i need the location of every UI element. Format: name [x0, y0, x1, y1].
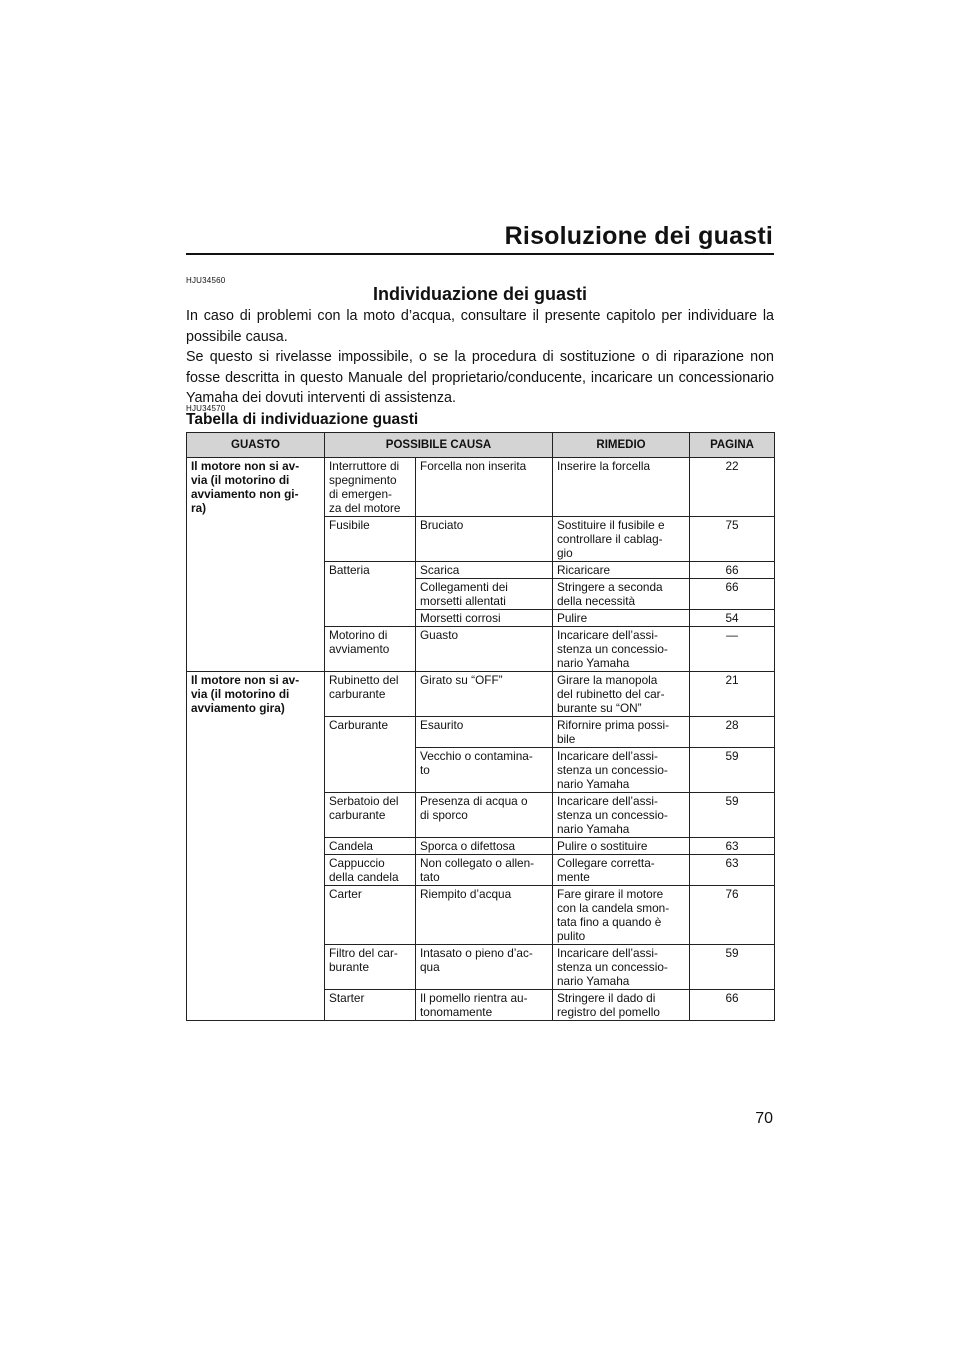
cause-cell: Non collegato o allen- tato	[416, 855, 553, 886]
component-cell: Carter	[325, 886, 416, 945]
column-header-rimedio: RIMEDIO	[553, 433, 690, 458]
remedy-cell: Fare girare il motore con la candela smon- tata fino a quando è pulito	[553, 886, 690, 945]
cause-cell: Intasato o pieno d’ac- qua	[416, 945, 553, 990]
page-number: 70	[755, 1110, 773, 1127]
remedy-cell: Pulire	[553, 610, 690, 627]
column-header-guasto: GUASTO	[187, 433, 325, 458]
section-code: HJU34560	[186, 276, 226, 285]
component-cell: Serbatoio del carburante	[325, 793, 416, 838]
page-cell: 63	[690, 855, 775, 886]
page-cell: 66	[690, 562, 775, 579]
table-row	[187, 672, 775, 717]
page-cell: 54	[690, 610, 775, 627]
page-cell: 21	[690, 672, 775, 717]
component-cell: Fusibile	[325, 517, 416, 562]
page-cell: 59	[690, 793, 775, 838]
table-body	[187, 458, 775, 1021]
component-cell: Motorino di avviamento	[325, 627, 416, 672]
component-cell: Starter	[325, 990, 416, 1021]
cause-cell: Collegamenti dei morsetti allentati	[416, 579, 553, 610]
fault-cell: Il motore non si av- via (il motorino di avviamento gira)	[187, 672, 325, 1021]
cause-cell: Sporca o difettosa	[416, 838, 553, 855]
remedy-cell: Incaricare dell’assi- stenza un concessio- nario Yamaha	[553, 793, 690, 838]
remedy-cell: Sostituire il fusibile e controllare il cablag- gio	[553, 517, 690, 562]
remedy-cell: Incaricare dell’assi- stenza un concessio- nario Yamaha	[553, 945, 690, 990]
remedy-cell: Ricaricare	[553, 562, 690, 579]
remedy-cell: Rifornire prima possi- bile	[553, 717, 690, 748]
component-cell: Filtro del car- burante	[325, 945, 416, 990]
intro-paragraph-2: Se questo si rivelasse impossibile, o se la procedura di sostituzione o di riparazione non fosse descritta in questo Manuale del proprietario/conducente, incaricare un concessionario Yamaha dei dovuti interventi di assistenza.	[186, 349, 774, 406]
remedy-cell: Incaricare dell’assi- stenza un concessio- nario Yamaha	[553, 748, 690, 793]
intro-text	[186, 306, 774, 409]
cause-cell: Riempito d’acqua	[416, 886, 553, 945]
cause-cell: Presenza di acqua o di sporco	[416, 793, 553, 838]
remedy-cell: Incaricare dell’assi- stenza un concessio- nario Yamaha	[553, 627, 690, 672]
remedy-cell: Girare la manopola del rubinetto del car- burante su “ON”	[553, 672, 690, 717]
page-cell: 63	[690, 838, 775, 855]
remedy-cell: Inserire la forcella	[553, 458, 690, 517]
page-title: Risoluzione dei guasti	[504, 222, 773, 250]
cause-cell: Scarica	[416, 562, 553, 579]
cause-cell: Morsetti corrosi	[416, 610, 553, 627]
table-header-row	[187, 433, 775, 458]
cause-cell: Vecchio o contamina- to	[416, 748, 553, 793]
component-cell: Batteria	[325, 562, 416, 627]
component-cell: Interruttore di spegnimento di emergen- za del motore	[325, 458, 416, 517]
table-row	[187, 458, 775, 517]
page-cell: 28	[690, 717, 775, 748]
component-cell: Carburante	[325, 717, 416, 793]
component-cell: Rubinetto del carburante	[325, 672, 416, 717]
remedy-cell: Stringere il dado di registro del pomello	[553, 990, 690, 1021]
remedy-cell: Pulire o sostituire	[553, 838, 690, 855]
cause-cell: Forcella non inserita	[416, 458, 553, 517]
column-header-possibile-causa: POSSIBILE CAUSA	[325, 433, 553, 458]
section-heading: Individuazione dei guasti	[372, 284, 588, 304]
component-cell: Candela	[325, 838, 416, 855]
cause-cell: Esaurito	[416, 717, 553, 748]
remedy-cell: Stringere a seconda della necessità	[553, 579, 690, 610]
page-cell: 59	[690, 748, 775, 793]
cause-cell: Il pomello rientra au- tonomamente	[416, 990, 553, 1021]
component-cell: Cappuccio della candela	[325, 855, 416, 886]
fault-cell: Il motore non si av- via (il motorino di avviamento non gi- ra)	[187, 458, 325, 672]
page-cell: —	[690, 627, 775, 672]
intro-paragraph-1: In caso di problemi con la moto d’acqua, consultare il presente capitolo per individuare la possibile causa.	[186, 308, 774, 345]
table-code: HJU34570	[186, 404, 226, 413]
column-header-pagina: PAGINA	[690, 433, 775, 458]
page-cell: 76	[690, 886, 775, 945]
page-cell: 59	[690, 945, 775, 990]
page-cell: 75	[690, 517, 775, 562]
troubleshooting-table	[186, 432, 775, 1021]
page-cell: 66	[690, 990, 775, 1021]
cause-cell: Guasto	[416, 627, 553, 672]
remedy-cell: Collegare corretta- mente	[553, 855, 690, 886]
table-heading: Tabella di individuazione guasti	[186, 411, 419, 428]
cause-cell: Bruciato	[416, 517, 553, 562]
page-cell: 66	[690, 579, 775, 610]
title-rule	[186, 253, 774, 255]
cause-cell: Girato su “OFF”	[416, 672, 553, 717]
page-cell: 22	[690, 458, 775, 517]
